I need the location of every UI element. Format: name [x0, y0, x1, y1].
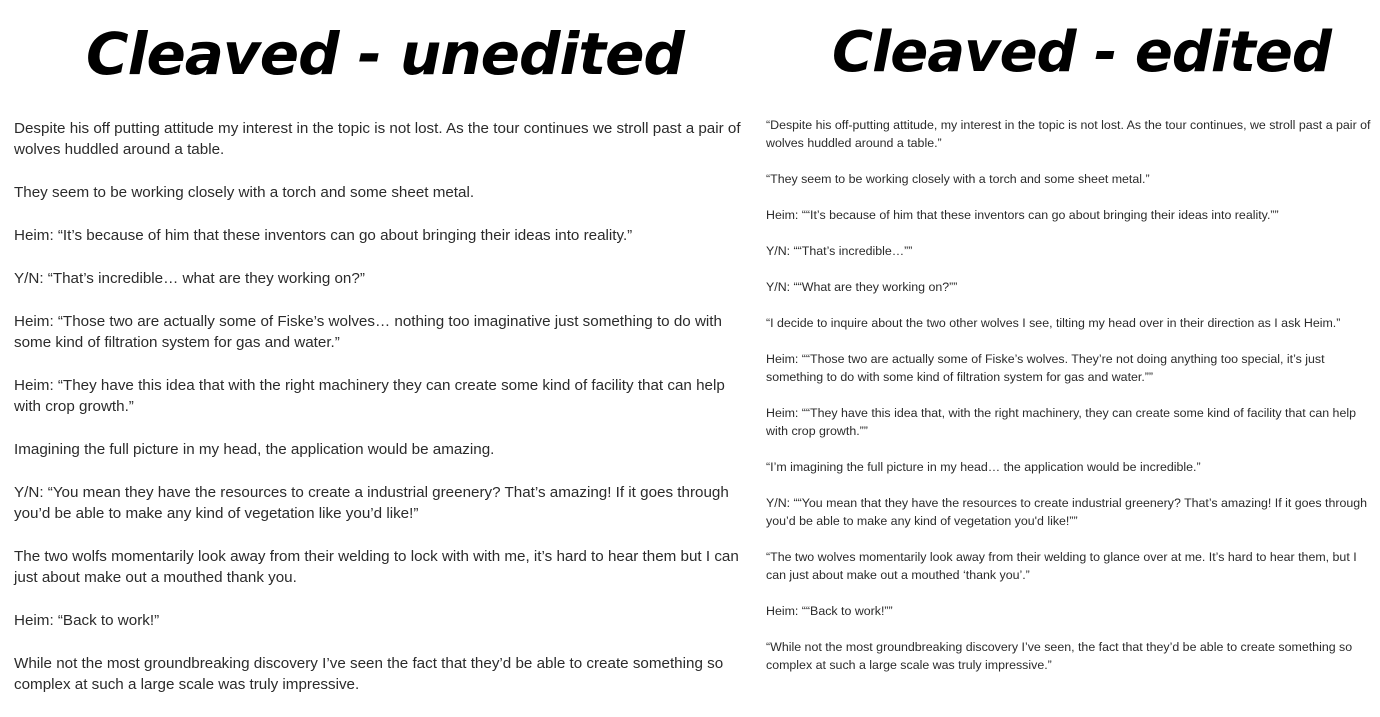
unedited-paragraph: They seem to be working closely with a torch and some sheet metal. — [14, 184, 475, 201]
unedited-paragraph: The two wolfs momentarily look away from their welding to lock with with me, it’s hard to hear them but I can just about make out a mouthed thank you. — [14, 548, 739, 586]
edited-title: Cleaved - edited — [832, 20, 1331, 85]
edited-paragraph: “Despite his off-putting attitude, my interest in the topic is not lost. As the tour continues, we stroll past a pair of wolves huddled around a table.” — [766, 118, 1371, 150]
edited-paragraph: Heim: ““They have this idea that, with the right machinery, they can create some kind of facility that can help with crop growth.”” — [766, 406, 1356, 438]
unedited-paragraph: Heim: “Those two are actually some of Fiske’s wolves… nothing too imaginative just something to do with some kind of filtration system for gas and water.” — [14, 313, 722, 351]
unedited-paragraph: Despite his off putting attitude my interest in the topic is not lost. As the tour continues we stroll past a pair of wolves huddled around a table. — [14, 120, 741, 158]
edited-column — [766, 0, 1374, 707]
edited-paragraph: Y/N: ““You mean that they have the resources to create industrial greenery? That’s amazing! If it goes through you’d be able to make any kind of vegetation you'd like!”” — [766, 496, 1368, 528]
unedited-paragraph: Heim: “Back to work!” — [14, 612, 160, 629]
unedited-paragraph: While not the most groundbreaking discovery I’ve seen the fact that they’d be able to create something so complex at such a large scale was truly impressive. — [14, 655, 724, 693]
edited-paragraph: “They seem to be working closely with a torch and some sheet metal.” — [766, 172, 1150, 186]
edited-paragraph: “The two wolves momentarily look away from their welding to glance over at me. It’s hard to hear them, but I can just about make out a mouthed ‘thank you’.” — [766, 550, 1357, 582]
unedited-paragraph: Heim: “It’s because of him that these inventors can go about bringing their ideas into reality.” — [14, 227, 633, 244]
edited-paragraph: Y/N: ““What are they working on?”” — [766, 280, 958, 294]
unedited-paragraph: Y/N: “That’s incredible… what are they working on?” — [14, 270, 365, 287]
edited-paragraph: Heim: ““It’s because of him that these inventors can go about bringing their ideas into reality.”” — [766, 208, 1279, 222]
edited-paragraph: Heim: ““Those two are actually some of Fiske’s wolves. They’re not doing anything too special, it’s just something to do with some kind of filtration system for gas and water.”” — [766, 352, 1325, 384]
unedited-paragraph: Y/N: “You mean they have the resources to create a industrial greenery? That’s amazing! If it goes through you’d be able to make any kind of vegetation like you’d like!” — [14, 484, 729, 522]
unedited-paragraph: Imagining the full picture in my head, the application would be amazing. — [14, 441, 495, 458]
unedited-paragraph: Heim: “They have this idea that with the right machinery they can create some kind of facility that can help with crop growth.” — [14, 377, 725, 415]
edited-paragraph: “I’m imagining the full picture in my head… the application would be incredible.” — [766, 460, 1201, 474]
edited-paragraph: “While not the most groundbreaking discovery I’ve seen, the fact that they’d be able to create something so complex at such a large scale was truly impressive.” — [766, 640, 1353, 672]
edited-body — [766, 116, 1374, 692]
edited-paragraph: Y/N: ““That’s incredible…”” — [766, 244, 913, 258]
edited-paragraph: Heim: ““Back to work!”” — [766, 604, 893, 618]
edited-paragraph: “I decide to inquire about the two other wolves I see, tilting my head over in their direction as I ask Heim.” — [766, 316, 1341, 330]
unedited-title: Cleaved - unedited — [86, 20, 684, 88]
unedited-column — [14, 0, 744, 707]
unedited-body — [14, 118, 744, 717]
